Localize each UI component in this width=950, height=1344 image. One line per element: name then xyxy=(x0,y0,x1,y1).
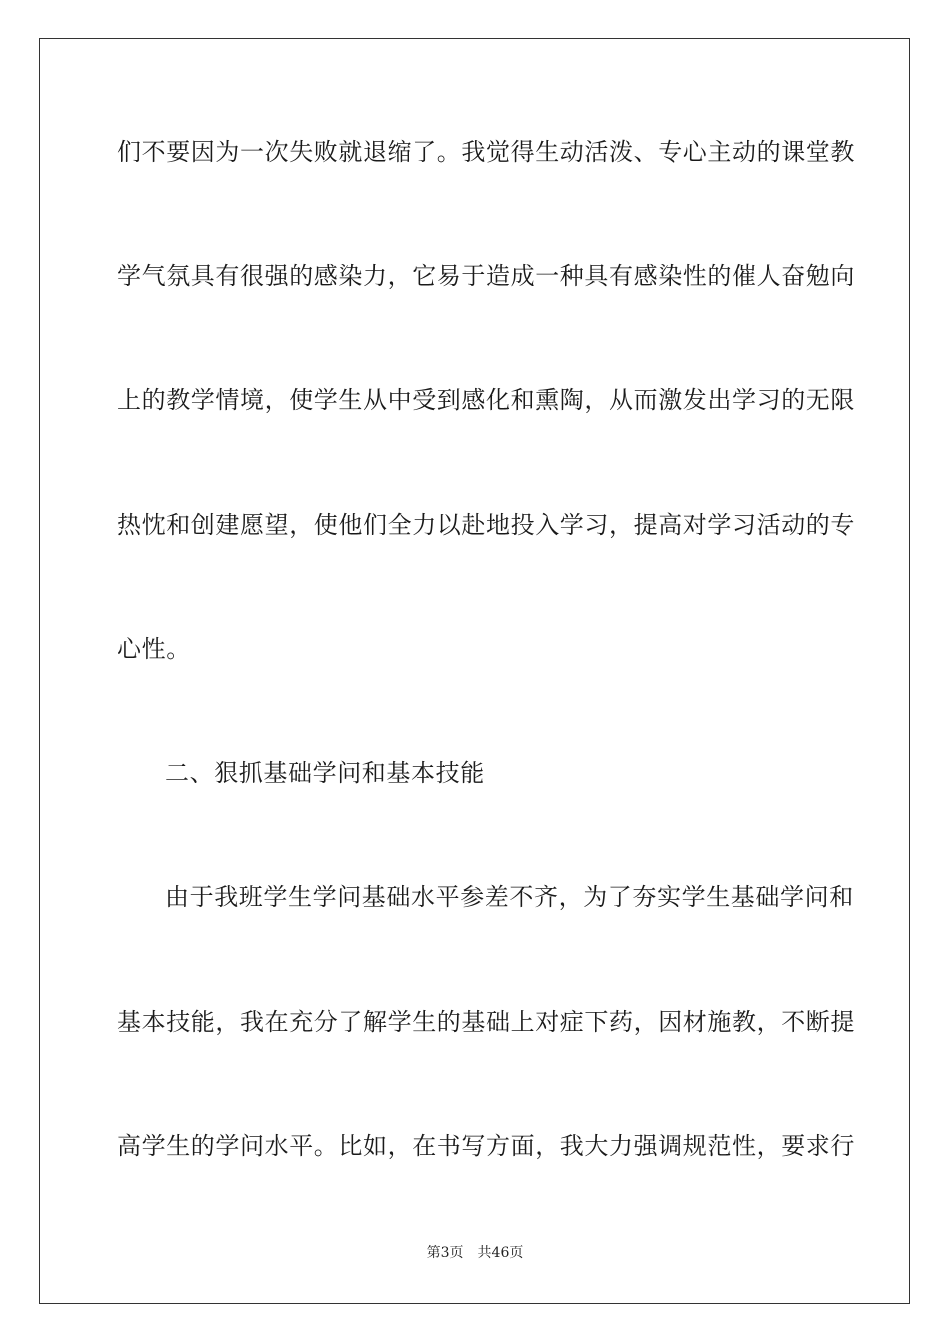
body-text-line: 心性。 xyxy=(117,635,191,663)
body-text-line: 由于我班学生学问基础水平参差不齐，为了夯实学生基础学问和 xyxy=(165,883,854,911)
section-heading: 二、狠抓基础学问和基本技能 xyxy=(165,759,485,787)
page-footer xyxy=(0,1244,950,1262)
body-text-line: 们不要因为一次失败就退缩了。我觉得生动活泼、专心主动的课堂教 xyxy=(117,138,855,166)
body-text-line: 热忱和创建愿望，使他们全力以赴地投入学习，提高对学习活动的专 xyxy=(117,511,855,539)
body-text-line: 高学生的学问水平。比如，在书写方面，我大力强调规范性，要求行 xyxy=(117,1132,855,1160)
body-text-line: 基本技能，我在充分了解学生的基础上对症下药，因材施教，不断提 xyxy=(117,1008,855,1036)
page-number: 第3页 xyxy=(426,1245,464,1261)
body-text-line: 上的教学情境，使学生从中受到感化和熏陶，从而激发出学习的无限 xyxy=(117,386,855,414)
page-total: 共46页 xyxy=(477,1245,524,1261)
body-text-line: 学气氛具有很强的感染力，它易于造成一种具有感染性的催人奋勉向 xyxy=(117,262,855,290)
page-border xyxy=(39,38,910,1304)
